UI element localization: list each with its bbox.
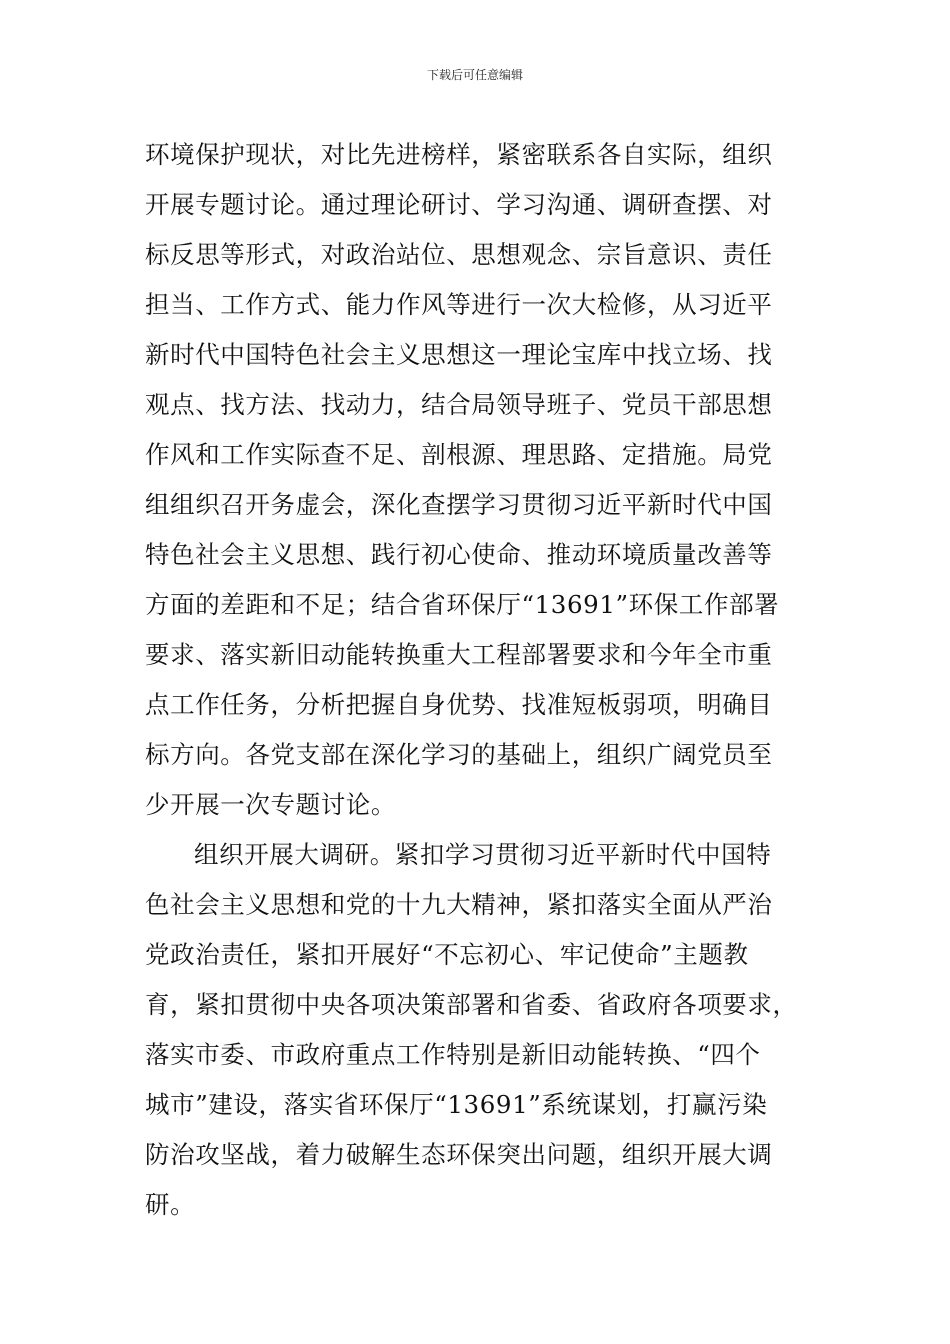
paragraph-start-line: 组织开展大调研。紧扣学习贯彻习近平新时代中国特 [194, 840, 772, 869]
text-line: 党政治责任，紧扣开展好“不忘初心、牢记使命”主题教 [145, 940, 749, 969]
text-line: 环境保护现状，对比先进榜样，紧密联系各自实际，组织 [145, 140, 773, 169]
text-line: 标方向。各党支部在深化学习的基础上，组织广阔党员至 [145, 740, 773, 769]
text-line: 要求、落实新旧动能转换重大工程部署要求和今年全市重 [145, 640, 773, 669]
text-line: 落实市委、市政府重点工作特别是新旧动能转换、“四个 [145, 1040, 761, 1069]
text-line: 标反思等形式，对政治站位、思想观念、宗旨意识、责任 [145, 240, 773, 269]
text-line: 作风和工作实际查不足、剖根源、理思路、定措施。局党 [145, 440, 773, 469]
text-line: 防治攻坚战，着力破解生态环保突出问题，组织开展大调 [145, 1140, 773, 1169]
text-line: 城市”建设，落实省环保厅“13691”系统谋划，打赢污染 [145, 1090, 768, 1119]
text-line: 担当、工作方式、能力作风等进行一次大检修，从习近平 [145, 290, 773, 319]
page-header: 下载后可任意编辑 [426, 68, 523, 82]
text-line: 少开展一次专题讨论。 [145, 790, 396, 819]
text-line: 特色社会主义思想、践行初心使命、推动环境质量改善等 [145, 540, 773, 569]
text-line: 方面的差距和不足；结合省环保厅“13691”环保工作部署 [145, 590, 780, 619]
text-line: 观点、找方法、找动力，结合局领导班子、党员干部思想 [145, 390, 773, 419]
text-line: 育，紧扣贯彻中央各项决策部署和省委、省政府各项要求， [145, 990, 798, 1019]
document-body [145, 130, 805, 1230]
text-line: 开展专题讨论。通过理论研讨、学习沟通、调研查摆、对 [145, 190, 773, 219]
text-line: 研。 [145, 1190, 196, 1219]
text-line: 色社会主义思想和党的十九大精神，紧扣落实全面从严治 [145, 890, 773, 919]
text-line: 组组织召开务虚会，深化查摆学习贯彻习近平新时代中国 [145, 490, 773, 519]
text-line: 新时代中国特色社会主义思想这一理论宝库中找立场、找 [145, 340, 773, 369]
text-line: 点工作任务，分析把握自身优势、找准短板弱项，明确目 [145, 690, 773, 719]
